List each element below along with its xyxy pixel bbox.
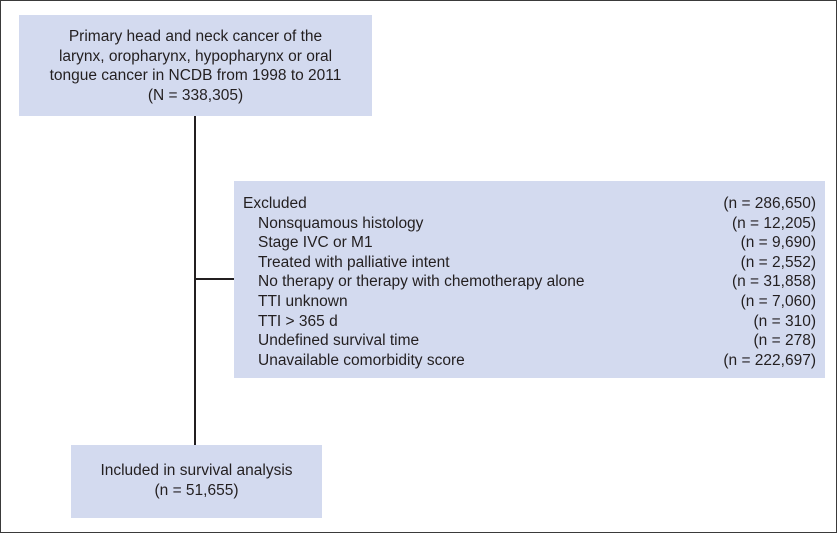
exclusion-item-row bbox=[243, 233, 816, 253]
exclusion-item-count: (n = 7,060) bbox=[740, 292, 816, 310]
exclusion-box bbox=[234, 181, 825, 378]
initial-cohort-line-2: larynx, oropharynx, hypopharynx or oral bbox=[58, 47, 333, 65]
exclusion-item-count: (n = 31,858) bbox=[731, 273, 816, 291]
exclusion-item-count: (n = 12,205) bbox=[731, 214, 816, 232]
exclusion-item-count: (n = 2,552) bbox=[740, 253, 816, 271]
exclusion-item-label: Stage IVC or M1 bbox=[258, 234, 373, 252]
exclusion-item-count: (n = 222,697) bbox=[723, 351, 816, 369]
exclusion-item-row bbox=[243, 312, 816, 332]
exclusion-item-row bbox=[243, 331, 816, 351]
exclusion-item-count: (n = 278) bbox=[753, 332, 816, 350]
initial-cohort-box bbox=[19, 15, 372, 116]
exclusion-item-label: Nonsquamous histology bbox=[258, 214, 424, 232]
exclusion-item-label: TTI unknown bbox=[258, 292, 348, 310]
initial-cohort-line-1: Primary head and neck cancer of the bbox=[68, 28, 323, 45]
exclusion-item-row bbox=[243, 214, 816, 234]
exclusion-branch-connector bbox=[194, 278, 234, 280]
exclusion-item-label: Undefined survival time bbox=[258, 332, 420, 350]
exclusion-item-row bbox=[243, 292, 816, 312]
exclusion-item-label: TTI > 365 d bbox=[258, 312, 338, 330]
exclusion-item-label: No therapy or therapy with chemotherapy alone bbox=[258, 273, 585, 291]
exclusion-header-count: (n = 286,650) bbox=[723, 195, 816, 212]
exclusion-item-row bbox=[243, 272, 816, 292]
exclusion-item-row bbox=[243, 351, 816, 371]
exclusion-item-row bbox=[243, 253, 816, 273]
exclusion-item-label: Unavailable comorbidity score bbox=[258, 351, 465, 369]
exclusion-item-count: (n = 310) bbox=[753, 312, 816, 330]
main-flow-connector bbox=[194, 116, 196, 445]
exclusion-item-label: Treated with palliative intent bbox=[258, 253, 450, 271]
exclusion-header-label: Excluded bbox=[243, 195, 307, 212]
exclusion-item-count: (n = 9,690) bbox=[740, 234, 816, 252]
final-cohort-label: Included in survival analysis bbox=[100, 462, 293, 479]
initial-cohort-line-3: tongue cancer in NCDB from 1998 to 2011 bbox=[49, 67, 342, 84]
final-cohort-count: (n = 51,655) bbox=[154, 481, 239, 499]
initial-cohort-count: (N = 338,305) bbox=[147, 86, 244, 104]
final-cohort-box bbox=[71, 445, 322, 518]
exclusion-header-row bbox=[243, 194, 816, 214]
